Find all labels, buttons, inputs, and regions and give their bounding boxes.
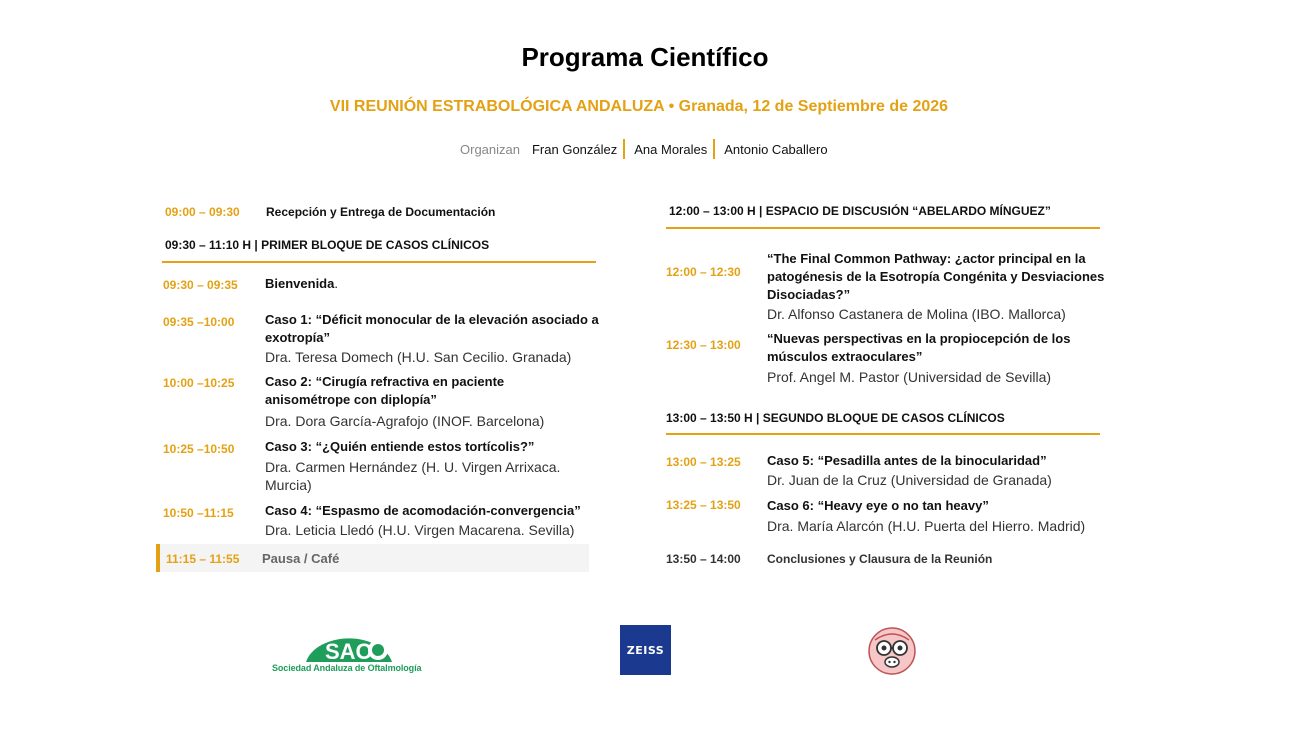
schedule-time: 10:50 –11:15 (163, 506, 234, 520)
organizer-divider (623, 139, 625, 159)
schedule-time: 09:35 –10:00 (163, 315, 235, 329)
pause-label: Pausa / Café (262, 551, 340, 566)
organizer-name: Fran González (531, 141, 618, 157)
block2-heading: 13:00 – 13:50 H | SEGUNDO BLOQUE DE CASOS CLÍNICOS (666, 411, 1005, 425)
schedule-title (265, 275, 338, 293)
schedule-speaker: Dra. Dora García-Agrafojo (INOF. Barcelona) (265, 413, 545, 429)
event-subtitle: VII REUNIÓN ESTRABOLÓGICA ANDALUZA • Granada, 12 de Septiembre de 2026 (329, 98, 949, 115)
schedule-title: Caso 3: “¿Quién entiende estos tortícolis?” (265, 439, 535, 454)
schedule-time: 12:00 – 12:30 (666, 265, 741, 279)
organizer-name: Ana Morales (634, 141, 708, 157)
schedule-time: 12:30 – 13:00 (666, 338, 741, 352)
schedule-title: “The Final Common Pathway: ¿actor principal en la patogénesis de la Esotropía Congénita y Desviaciones Disociadas?” (767, 251, 1105, 302)
pause-time: 11:15 – 11:55 (166, 552, 240, 566)
zeiss-logo-text: ZEISS (626, 643, 665, 657)
page-title: Programa Científico (521, 42, 769, 72)
schedule-speaker: Prof. Angel M. Pastor (Universidad de Sevilla) (767, 369, 1052, 385)
sao-logo (272, 626, 426, 674)
cartoon-face-icon (867, 626, 917, 676)
schedule-time: 10:25 –10:50 (163, 442, 235, 456)
schedule-time: 09:30 – 09:35 (163, 278, 238, 292)
schedule-title: Caso 2: “Cirugía refractiva en paciente anisométrope con diplopía” (265, 374, 505, 407)
welcome-label: Bienvenida (265, 276, 335, 291)
organizers (460, 139, 831, 159)
block1-heading: 09:30 – 11:10 H | PRIMER BLOQUE DE CASOS CLÍNICOS (165, 238, 490, 252)
closing-time: 13:50 – 14:00 (666, 552, 741, 566)
reception-time: 09:00 – 09:30 (165, 205, 240, 219)
welcome-tail: . (334, 276, 338, 291)
zeiss-logo (620, 625, 671, 675)
schedule-speaker: Dra. María Alarcón (H.U. Puerta del Hierro. Madrid) (767, 518, 1086, 534)
organizer-divider (713, 139, 715, 159)
discussion-heading: 12:00 – 13:00 H | ESPACIO DE DISCUSIÓN “ABELARDO MÍNGUEZ” (669, 204, 1051, 218)
schedule-speaker: Dr. Juan de la Cruz (Universidad de Granada) (767, 472, 1052, 488)
schedule-title: Caso 6: “Heavy eye o no tan heavy” (767, 498, 989, 513)
schedule-title: Caso 1: “Déficit monocular de la elevación asociado a exotropía” (265, 312, 599, 345)
organizers-label: Organizan (460, 141, 520, 157)
schedule-speaker: Dr. Alfonso Castanera de Molina (IBO. Mallorca) (767, 306, 1066, 322)
section-rule (666, 433, 1100, 435)
schedule-title: Caso 4: “Espasmo de acomodación-convergencia” (265, 503, 581, 518)
sao-mark-text: SAO (325, 639, 373, 662)
sao-society-name: Sociedad Andaluza de Oftalmología (272, 663, 422, 673)
organizer-name: Antonio Caballero (724, 141, 828, 157)
schedule-title: “Nuevas perspectivas en la propiocepción de los músculos extraoculares” (767, 331, 1071, 364)
closing-title: Conclusiones y Clausura de la Reunión (767, 552, 993, 566)
section-rule (666, 227, 1100, 229)
schedule-speaker: Dra. Carmen Hernández (H. U. Virgen Arrixaca. Murcia) (265, 459, 561, 493)
section-rule (162, 261, 596, 263)
schedule-time: 10:00 –10:25 (163, 376, 235, 390)
reception-title: Recepción y Entrega de Documentación (266, 205, 496, 219)
schedule-time: 13:00 – 13:25 (666, 455, 741, 469)
schedule-speaker: Dra. Teresa Domech (H.U. San Cecilio. Granada) (265, 349, 572, 365)
schedule-speaker: Dra. Leticia Lledó (H.U. Virgen Macarena. Sevilla) (265, 522, 575, 538)
schedule-time: 13:25 – 13:50 (666, 498, 741, 512)
schedule-title: Caso 5: “Pesadilla antes de la binocularidad” (767, 453, 1047, 468)
sao-logo-mark-icon (272, 626, 426, 662)
